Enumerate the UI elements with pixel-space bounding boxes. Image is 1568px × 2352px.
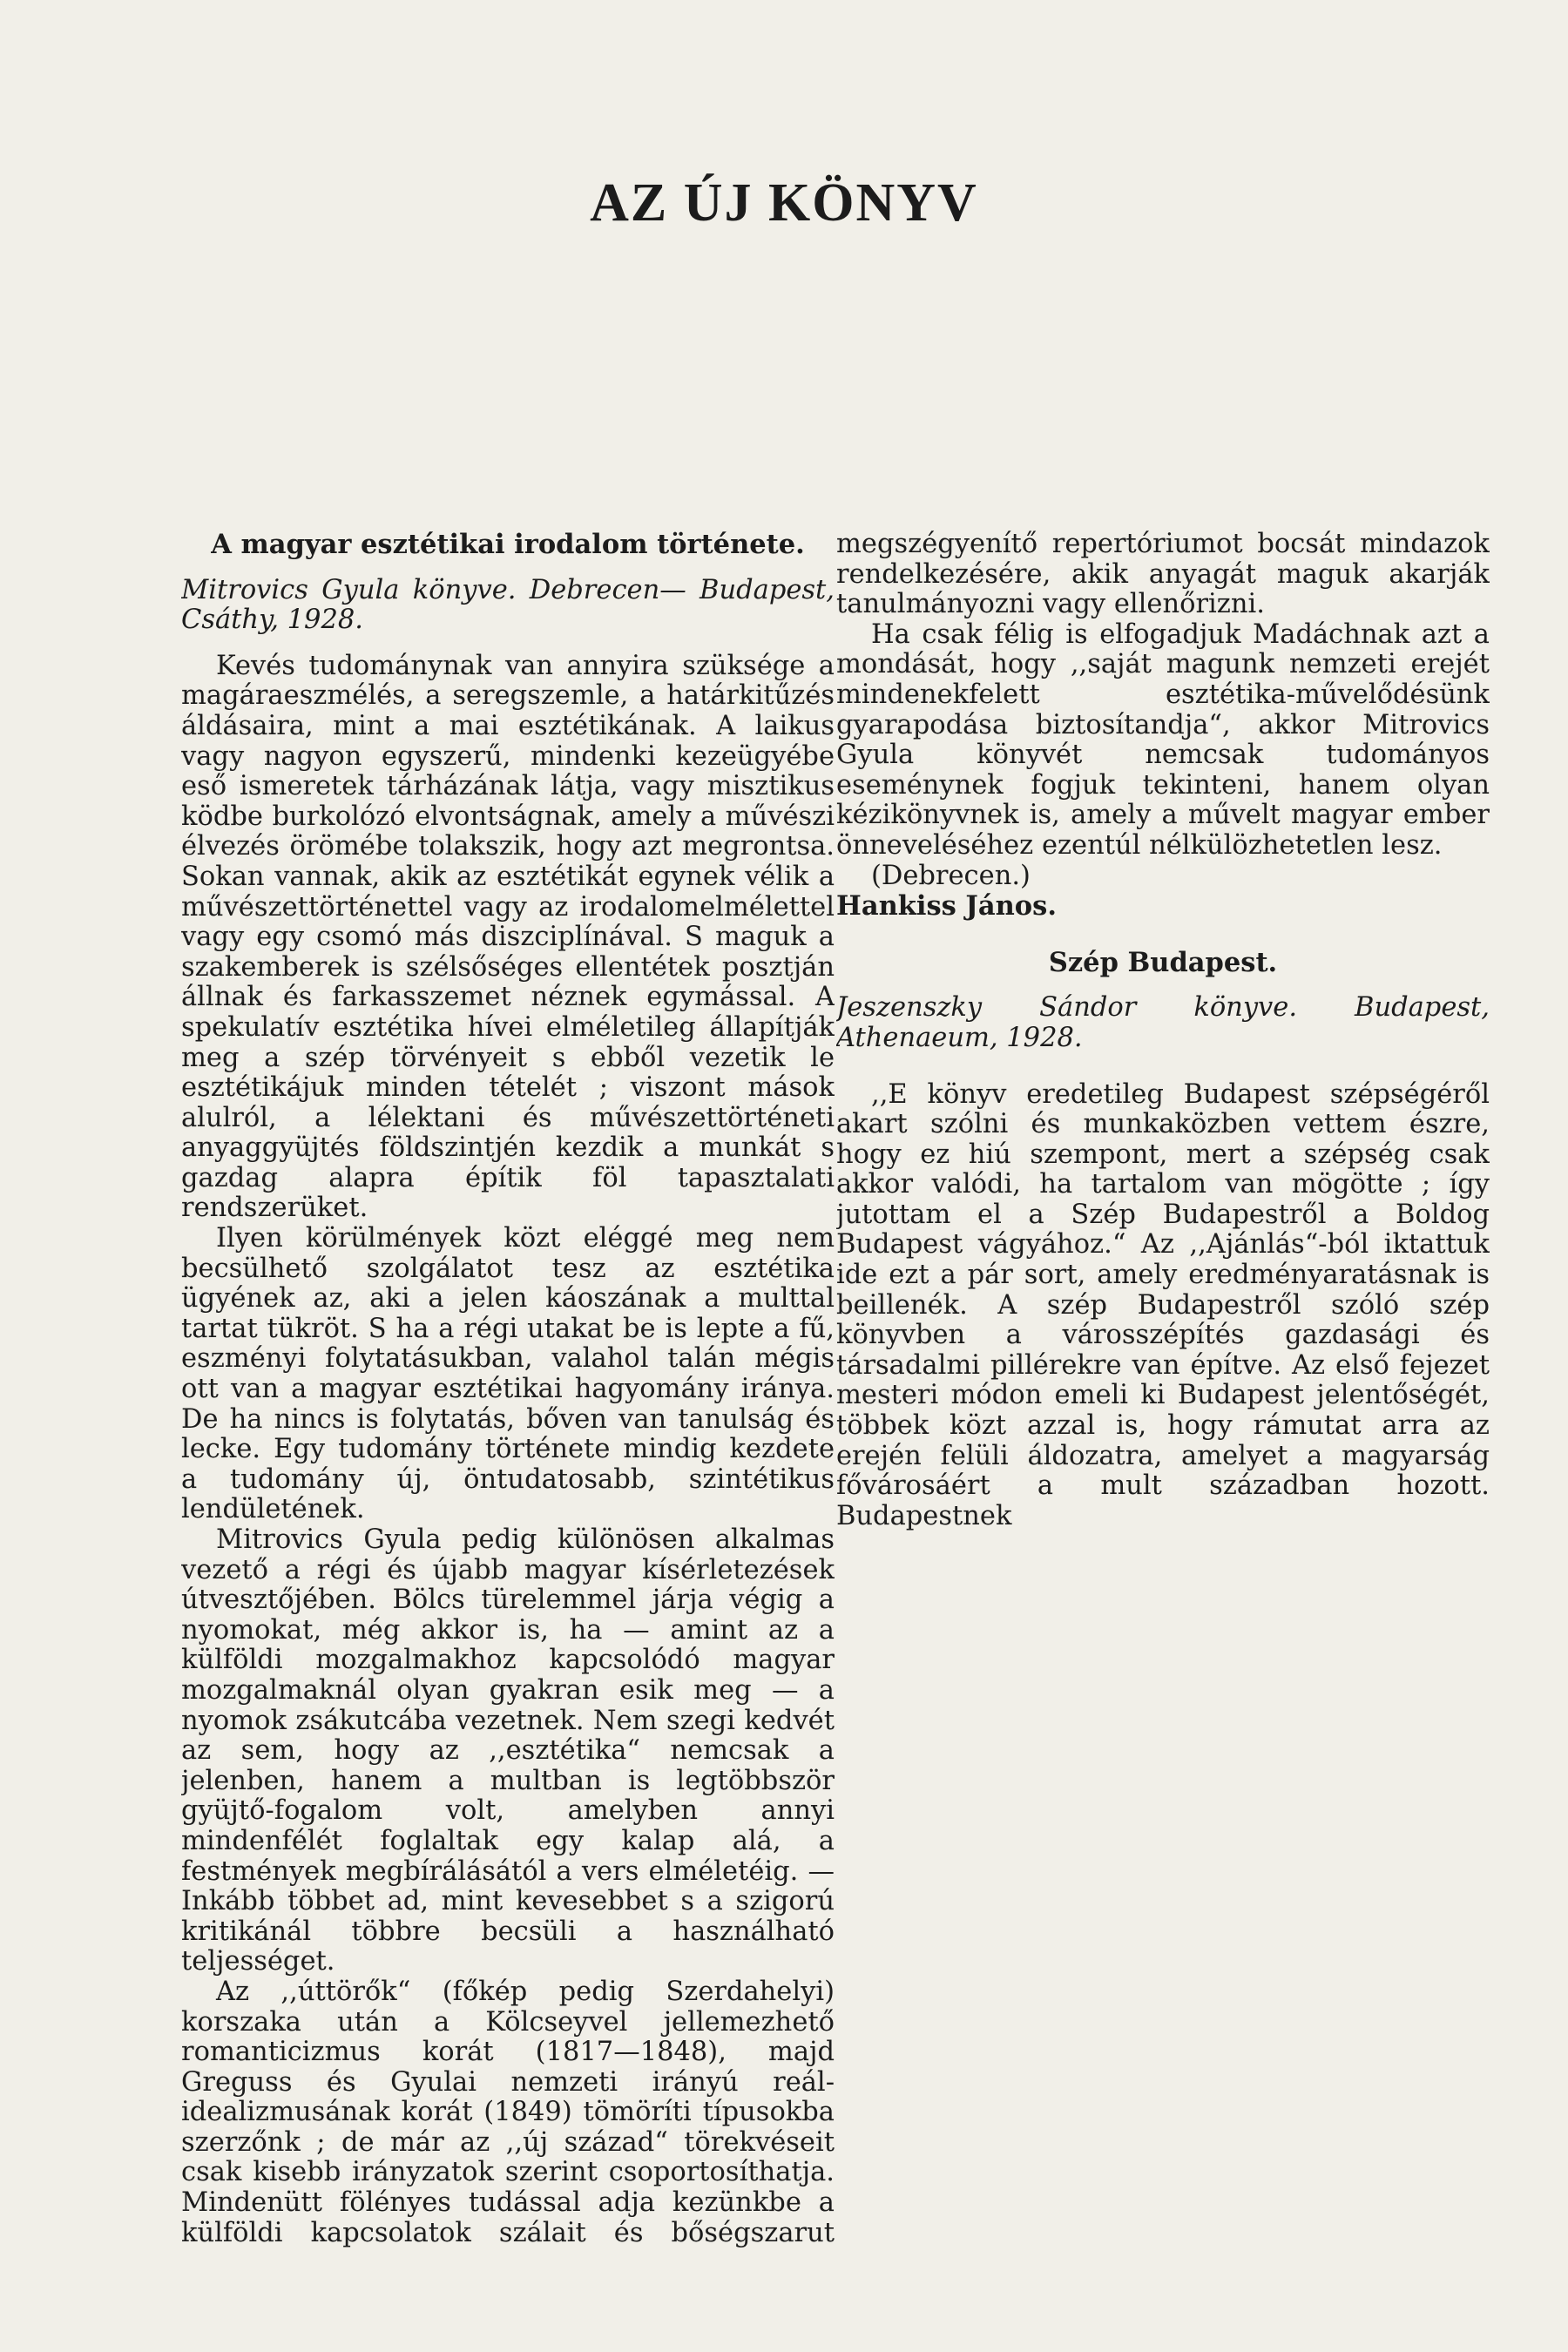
paragraph: Az ,,úttörők“ (főkép pedig Szerdahelyi) korszaka után a Kölcseyvel jellemezhető romanticizmus korát (1817—1848), majd Greguss és Gyulai nemzeti irányú reál-idealizmusának korát (1849) tömöríti típusokba szerzőnk ; de már az ,,új század“ törekvéseit csak kisebb irányzatok szerint csoportosíthatja. Mindenütt fölényes tudással adja kezünkbe a külföldi kapcsolatok szálait és bőségszarut (181, 1976, 835, 2248)
review-signature: Hankiss János. (836, 890, 1057, 923)
paragraph-continued: megszégyenítő repertóriumot bocsát mindazok rendelkezésére, akik anyagát maguk akarják tanulmányozni vagy ellenőrizni. (836, 530, 1490, 620)
review-heading: A magyar esztétikai irodalom története. (211, 530, 805, 560)
paragraph: Mitrovics Gyula pedig különösen alkalmas vezető a régi és újabb magyar kísérletezések útvesztőjében. Bölcs türelemmel járja végig a nyomokat, még akkor is, ha — amint az a külföldi mozgalmakhoz kapcsolódó magyar mozgalmaknál olyan gyakran esik meg — a nyomok zsákutcába vezetnek. Nem szegi kedvét az sem, hogy az ,,esztétika“ nemcsak a jelenben, hanem a multban is legtöbbször gyüjtő-fogalom volt, amelyben annyi mindenfélét foglaltak egy kalap alá, a festmények megbírálásától a vers elméletéig. — Inkább többet ad, mint kevesebbet s a szigorú kritikánál többre becsüli a használható teljességet. (181, 1524, 835, 1977)
review-citation: Mitrovics Gyula könyve. Debrecen— Budapest, Csáthy, 1928. (181, 574, 835, 636)
column-right (836, 530, 1490, 2272)
paragraph: Kevés tudománynak van annyira szüksége a magáraeszmélés, a seregszemle, a határkitűzés áldásaira, mint a mai esztétikának. A laikus vagy nagyon egyszerű, mindenki kezeügyébe eső ismeretek tárházának látja, vagy misztikus ködbe burkolózó elvontságnak, amely a művészi élvezés örömébe tolakszik, hogy azt megrontsa. Sokan vannak, akik az esztétikát egynek vélik a művészettörténettel vagy az irodalomelmélettel vagy egy csomó más diszciplínával. S maguk a szakemberek is szélsőséges ellentétek posztján állnak és farkasszemet néznek egymással. A spekulatív esztétika hívei elméletileg állapítják meg a szép törvényeit s ebből vezetik le esztétikájuk minden tételét ; viszont mások alulról, a lélektani és művészettörténeti anyaggyüjtés földszintjén kezdik a munkát s gazdag alapra építik föl tapasztalati rendszerüket. (181, 650, 835, 1224)
review-heading: Szép Budapest. (1048, 946, 1278, 978)
paragraph: ,,E könyv eredetileg Budapest szépségéről akart szólni és munkaközben vettem észre, hogy ez hiú szempont, mert a szépség csak akkor valódi, ha tartalom van mögötte ; így jutottam el a Szép Budapestről a Boldog Budapest vágyához.“ Az ,,Ajánlás“-ból iktattuk ide ezt a pár sort, amely eredményaratásnak is beillenék. A szép Budapestről szóló szép könyvben a városszépítés gazdasági és társadalmi pillérekre van építve. Az első fejezet mesteri módon emeli ki Budapest jelentőségét, többek közt azzal is, hogy rámutat arra az erején felüli áldozatra, amelyet a magyarság fővárosáért a mult században hozott. Budapestnek (836, 1078, 1490, 1531)
paragraph: Ilyen körülmények közt eléggé meg nem becsülhető szolgálatot tesz az esztétika ügyének az, aki a jelen káoszának a multtal tartat tükröt. S ha a régi utakat be is lepte a fű, eszményi folytatásukban, valahol talán mégis ott van a magyar esztétikai hagyomány iránya. De ha nincs is folytatás, bőven van tanulság és lecke. Egy tudomány története mindig kezdete a tudomány új, öntudatosabb, szintétikus lendületének. (181, 1223, 835, 1525)
review-location: (Debrecen.) (871, 860, 1031, 891)
review-citation: Jeszenszky Sándor könyve. Budapest, Athenaeum, 1928. (836, 992, 1490, 1053)
column-left (181, 530, 835, 2272)
page-title: AZ ÚJ KÖNYV (590, 173, 978, 233)
review-body (181, 652, 835, 2248)
paragraph: Ha csak félig is elfogadjuk Madáchnak azt a mondását, hogy ,,saját magunk nemzeti erejét mindenekfelett esztétika-művelődésünk gyarapodása biztosítandja“, akkor Mitrovics Gyula könyvét nemcsak tudományos eseménynek fogjuk tekinteni, hanem olyan kézikönyvnek is, amely a művelt magyar ember önneveléséhez ezentúl nélkülözhetetlen lesz. (836, 618, 1490, 861)
